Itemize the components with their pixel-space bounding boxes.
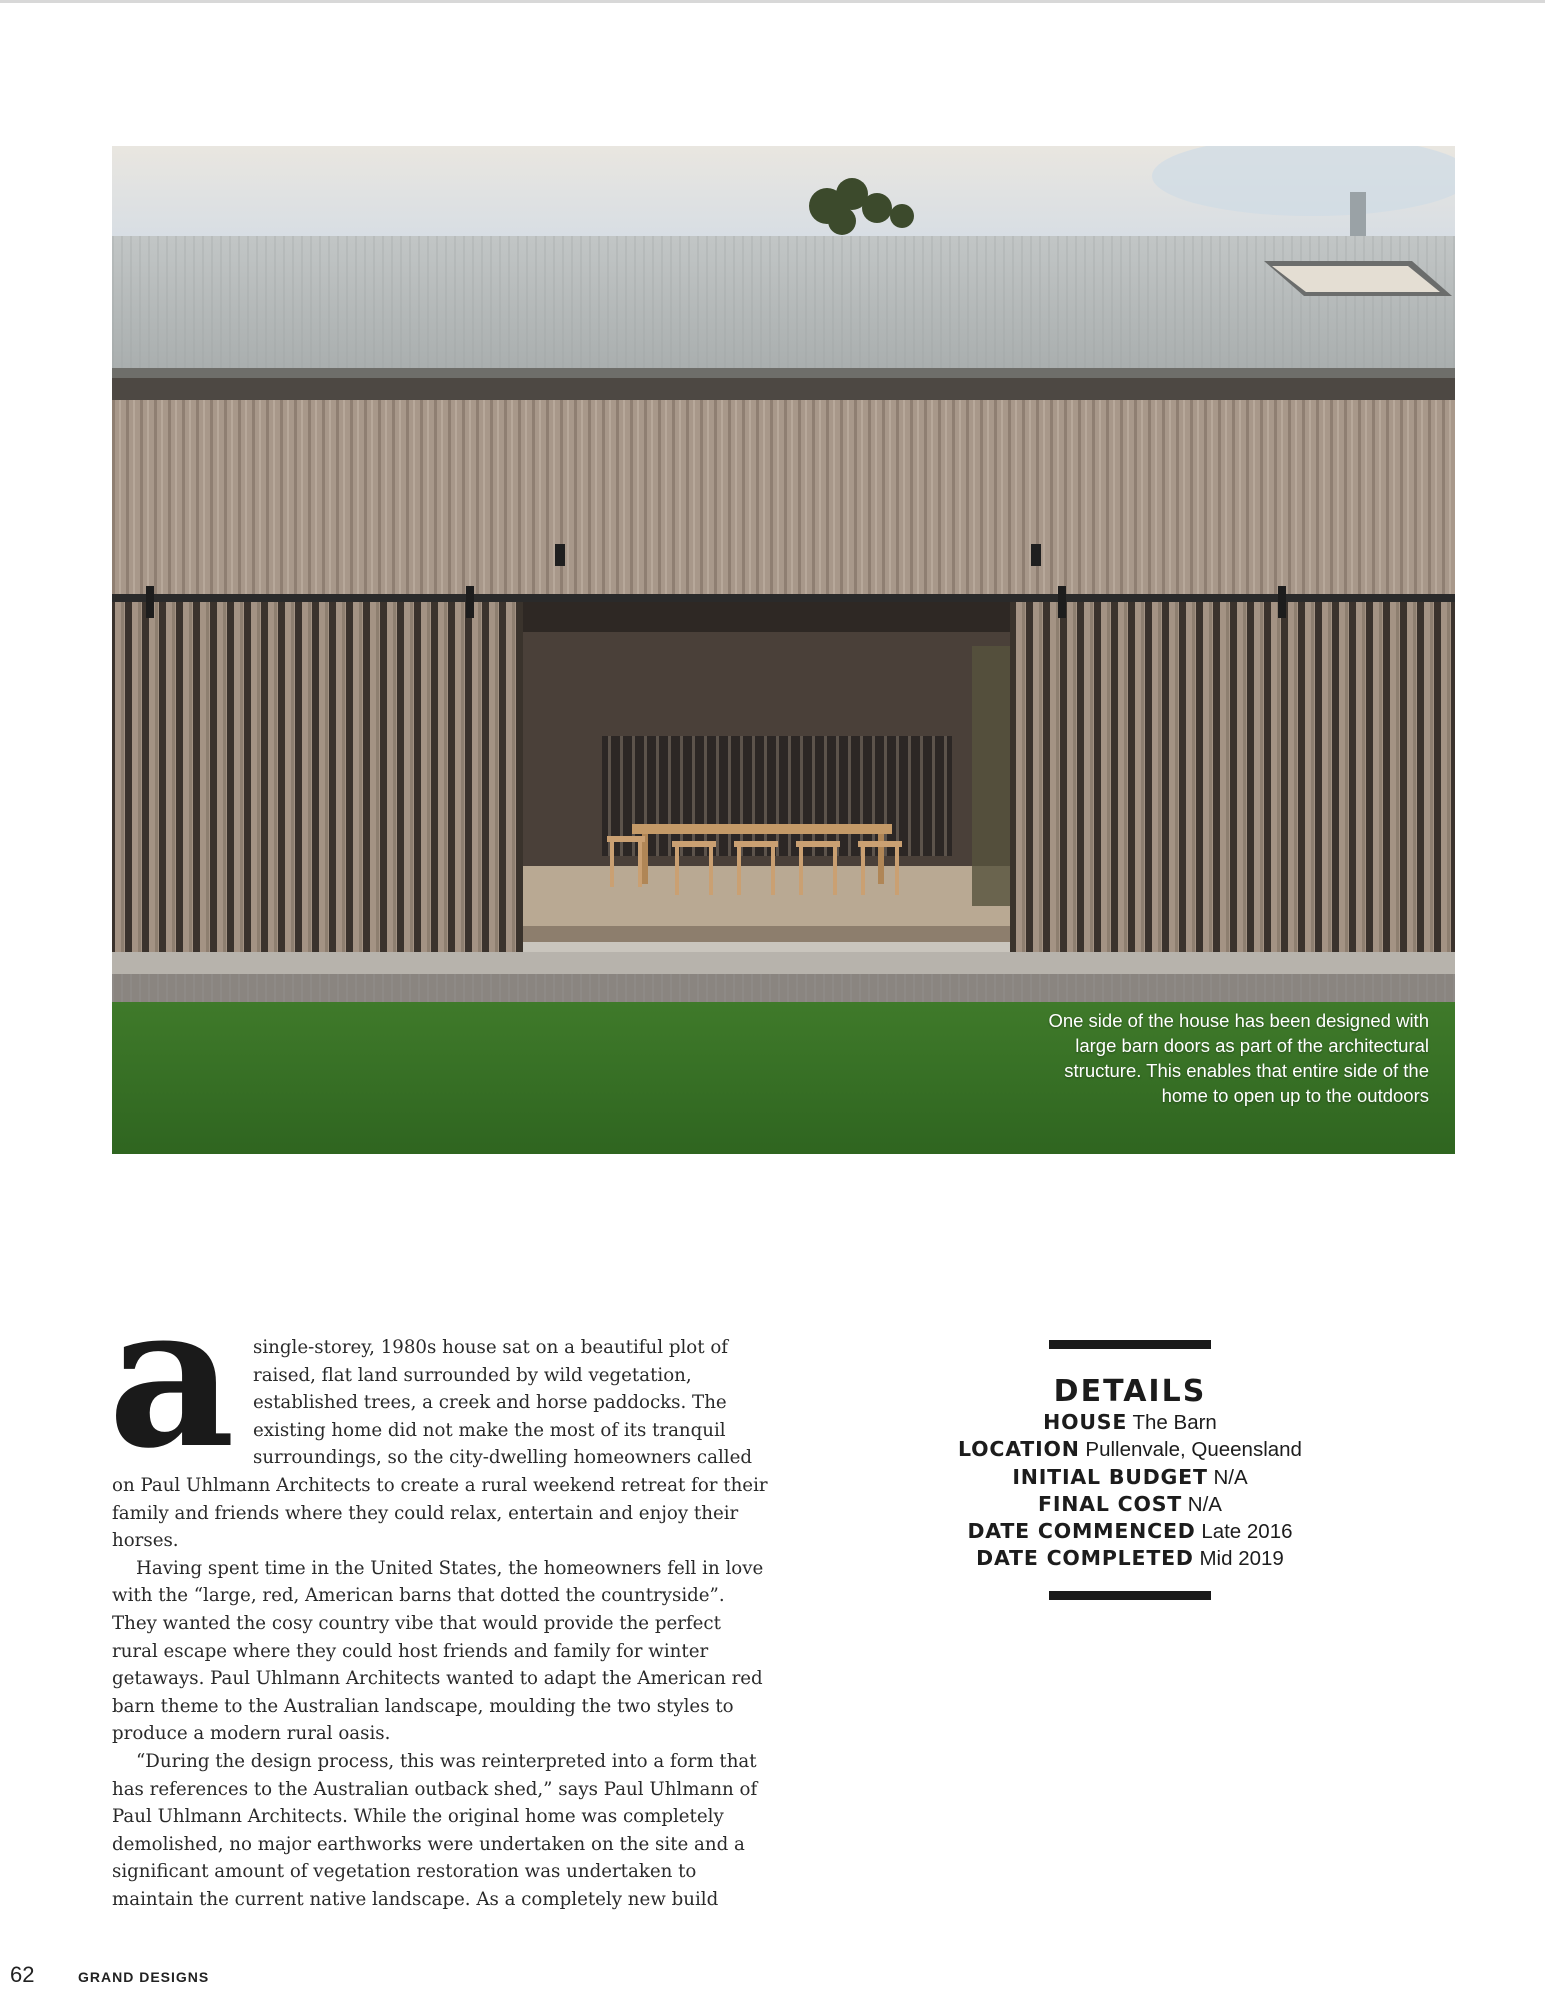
details-label: INITIAL BUDGET: [1012, 1464, 1208, 1489]
barn-photo: [112, 146, 1455, 1154]
details-row: [880, 1409, 1380, 1436]
details-top-bar: [1049, 1340, 1211, 1349]
details-label: LOCATION: [958, 1437, 1080, 1462]
page-number: 62: [10, 1962, 35, 1987]
article-paragraph: single-storey, 1980s house sat on a beautiful plot of raised, flat land surrounded by wild vegetation, established trees, a creek and horse paddocks. The existing home did not make the most of its tranquil surroundings, so the city-dwelling homeowners called on Paul Uhlmann Architects to create a rural weekend retreat for their family and friends where they could relax, entertain and enjoy their horses.: [112, 1337, 768, 1552]
photo-caption: One side of the house has been designed with large barn doors as part of the architectural structure. This enables that entire side of the home to open up to the outdoors: [1048, 1010, 1429, 1106]
details-row: [880, 1491, 1380, 1518]
details-value: Mid 2019: [1199, 1547, 1284, 1571]
details-label: DATE COMMENCED: [967, 1519, 1196, 1544]
magazine-name: GRAND DESIGNS: [78, 1969, 210, 1985]
details-row: [880, 1545, 1380, 1572]
article-body: [108, 1262, 772, 1913]
details-label: HOUSE: [1043, 1410, 1128, 1434]
page-footer: [10, 1962, 210, 1988]
details-value: Pullenvale, Queensland: [1085, 1438, 1302, 1462]
article-paragraph: Having spent time in the United States, the homeowners fell in love with the “large, red, American barns that dotted the countryside”. They wanted the cosy country vibe that would provide the perfect rural escape where they could host friends and family for winter getaways. Paul Uhlmann Architects wanted to adapt the American red barn theme to the Australian landscape, moulding the two styles to produce a modern rural oasis.: [112, 1557, 764, 1745]
details-row: [880, 1518, 1380, 1545]
details-heading: DETAILS: [1053, 1374, 1207, 1409]
details-label: FINAL COST: [1038, 1491, 1183, 1516]
details-bottom-bar: [1049, 1591, 1211, 1600]
top-rule: [0, 0, 1545, 3]
details-value: The Barn: [1132, 1411, 1217, 1434]
details-value: N/A: [1213, 1465, 1248, 1489]
details-value: Late 2016: [1201, 1520, 1293, 1544]
details-value: N/A: [1187, 1492, 1222, 1516]
details-row: [880, 1436, 1380, 1463]
details-label: DATE COMPLETED: [976, 1546, 1194, 1571]
details-row: [880, 1464, 1380, 1491]
details-box: [880, 1340, 1380, 1600]
article-paragraph: “During the design process, this was reinterpreted into a form that has references to the Australian outback shed,” says Paul Uhlmann of Paul Uhlmann Architects. While the original home was completely demolished, no major earthworks were undertaken on the site and a significant amount of vegetation restoration was undertaken to maintain the current native landscape. As a completely new build: [112, 1750, 758, 1910]
drop-cap: a: [108, 1262, 235, 1492]
